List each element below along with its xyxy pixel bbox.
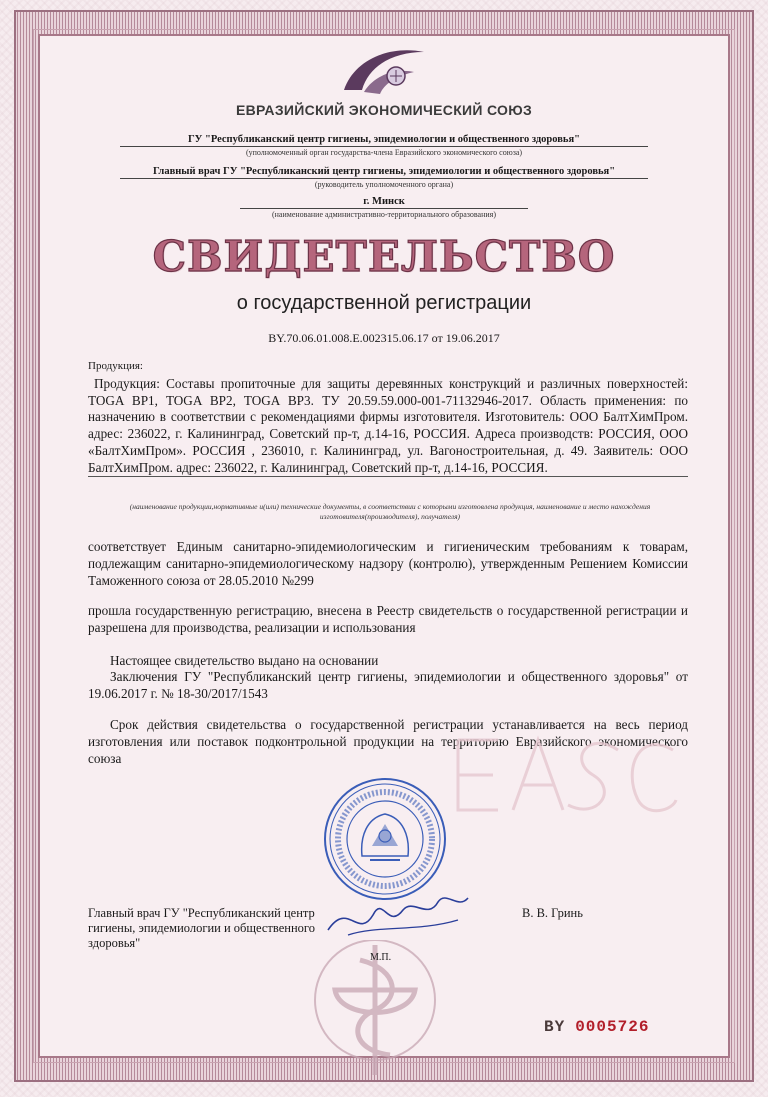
city-line xyxy=(240,196,528,219)
union-name: ЕВРАЗИЙСКИЙ ЭКОНОМИЧЕСКИЙ СОЮЗ xyxy=(235,102,533,118)
product-description: Продукция: Составы пропиточные для защиты деревянных конструкций и различных поверхностей: TOGA BP1, TOGA BP2, TOGA BP3. ТУ 20.59.59.000-001-71132946-2017. Область применения: по назначению в соответствии с рекомендациями фирмы изготовителя. Изготовитель: ООО БалтХимПром. адрес: 236022, г. Калининград, Советский пр-т, д.14-16, РОССИЯ. Адреса производств: РОССИЯ, ООО «БалтХимПром». РОССИЯ , 236010, г. Калининград, ул. Вагоностроительная, д. 49. Заявитель: ООО БалтХимПром. адрес: 236022, г. Калининград, Советский пр-т, д.14-16, РОССИЯ. xyxy=(88,376,688,477)
seal-place: М.П. xyxy=(370,952,392,963)
registration-number: BY.70.06.01.008.E.002315.06.17 от 19.06.2017 xyxy=(268,331,500,345)
signatory-position: Главный врач ГУ "Республиканский центр гигиены, эпидемиологии и общественного здоровья" xyxy=(88,906,315,950)
conformity-text: соответствует Единым санитарно-эпидемиологическим и гигиеническим требованиям к товарам, подлежащим санитарно-эпидемиологическому надзору (контролю), утвержденным Решением Комиссии Таможенного союза от 28.05.2010 №299 xyxy=(88,539,688,588)
document-subtitle: о государственной регистрации xyxy=(236,292,532,314)
basis-intro: Настоящее свидетельство выдано на основании xyxy=(110,653,379,668)
authority-caption: (уполномоченный орган государства-члена Евразийского экономического союза) xyxy=(245,148,523,157)
signatory-name: В. В. Гринь xyxy=(522,906,583,920)
eaeu-watermark-icon xyxy=(438,730,678,820)
serial-number xyxy=(544,1018,649,1036)
document-title: СВИДЕТЕЛЬСТВО xyxy=(152,232,616,281)
serial-prefix: BY xyxy=(544,1018,566,1036)
head-official-value: Главный врач ГУ "Республиканский центр гигиены, эпидемиологии и общественного здоровья" xyxy=(120,166,648,179)
registration-text: прошла государственную регистрацию, внесена в Реестр свидетельств о государственной регистрации и разрешена для производства, реализации и использования xyxy=(88,603,688,635)
product-caption: (наименование продукции,нормативные и(или) технические документы, в соответствии с которыми изготовлена продукция, наименование и место нахождения изготовителя(производителя), получателя) xyxy=(129,502,651,521)
serial-digits: 0005726 xyxy=(575,1018,650,1036)
eaeu-emblem-icon xyxy=(334,40,434,100)
authority-value: ГУ "Республиканский центр гигиены, эпидемиологии и общественного здоровья" xyxy=(120,134,648,147)
city-value: г. Минск xyxy=(240,196,528,209)
product-label: Продукция: xyxy=(88,360,143,372)
validity-text: Срок действия свидетельства о государственной регистрации устанавливается на весь период изготовления или поставок подконтрольной продукции на территорию Евразийского экономического союза xyxy=(88,717,688,766)
city-caption: (наименование административно-территориального образования) xyxy=(271,210,496,219)
basis-text: Заключения ГУ "Республиканский центр гигиены, эпидемиологии и общественного здоровья" от 19.06.2017 г. № 18-30/2017/1543 xyxy=(88,669,688,701)
head-official-caption: (руководитель уполномоченного органа) xyxy=(314,180,454,189)
head-official-line xyxy=(120,166,648,189)
authority-line xyxy=(120,134,648,157)
